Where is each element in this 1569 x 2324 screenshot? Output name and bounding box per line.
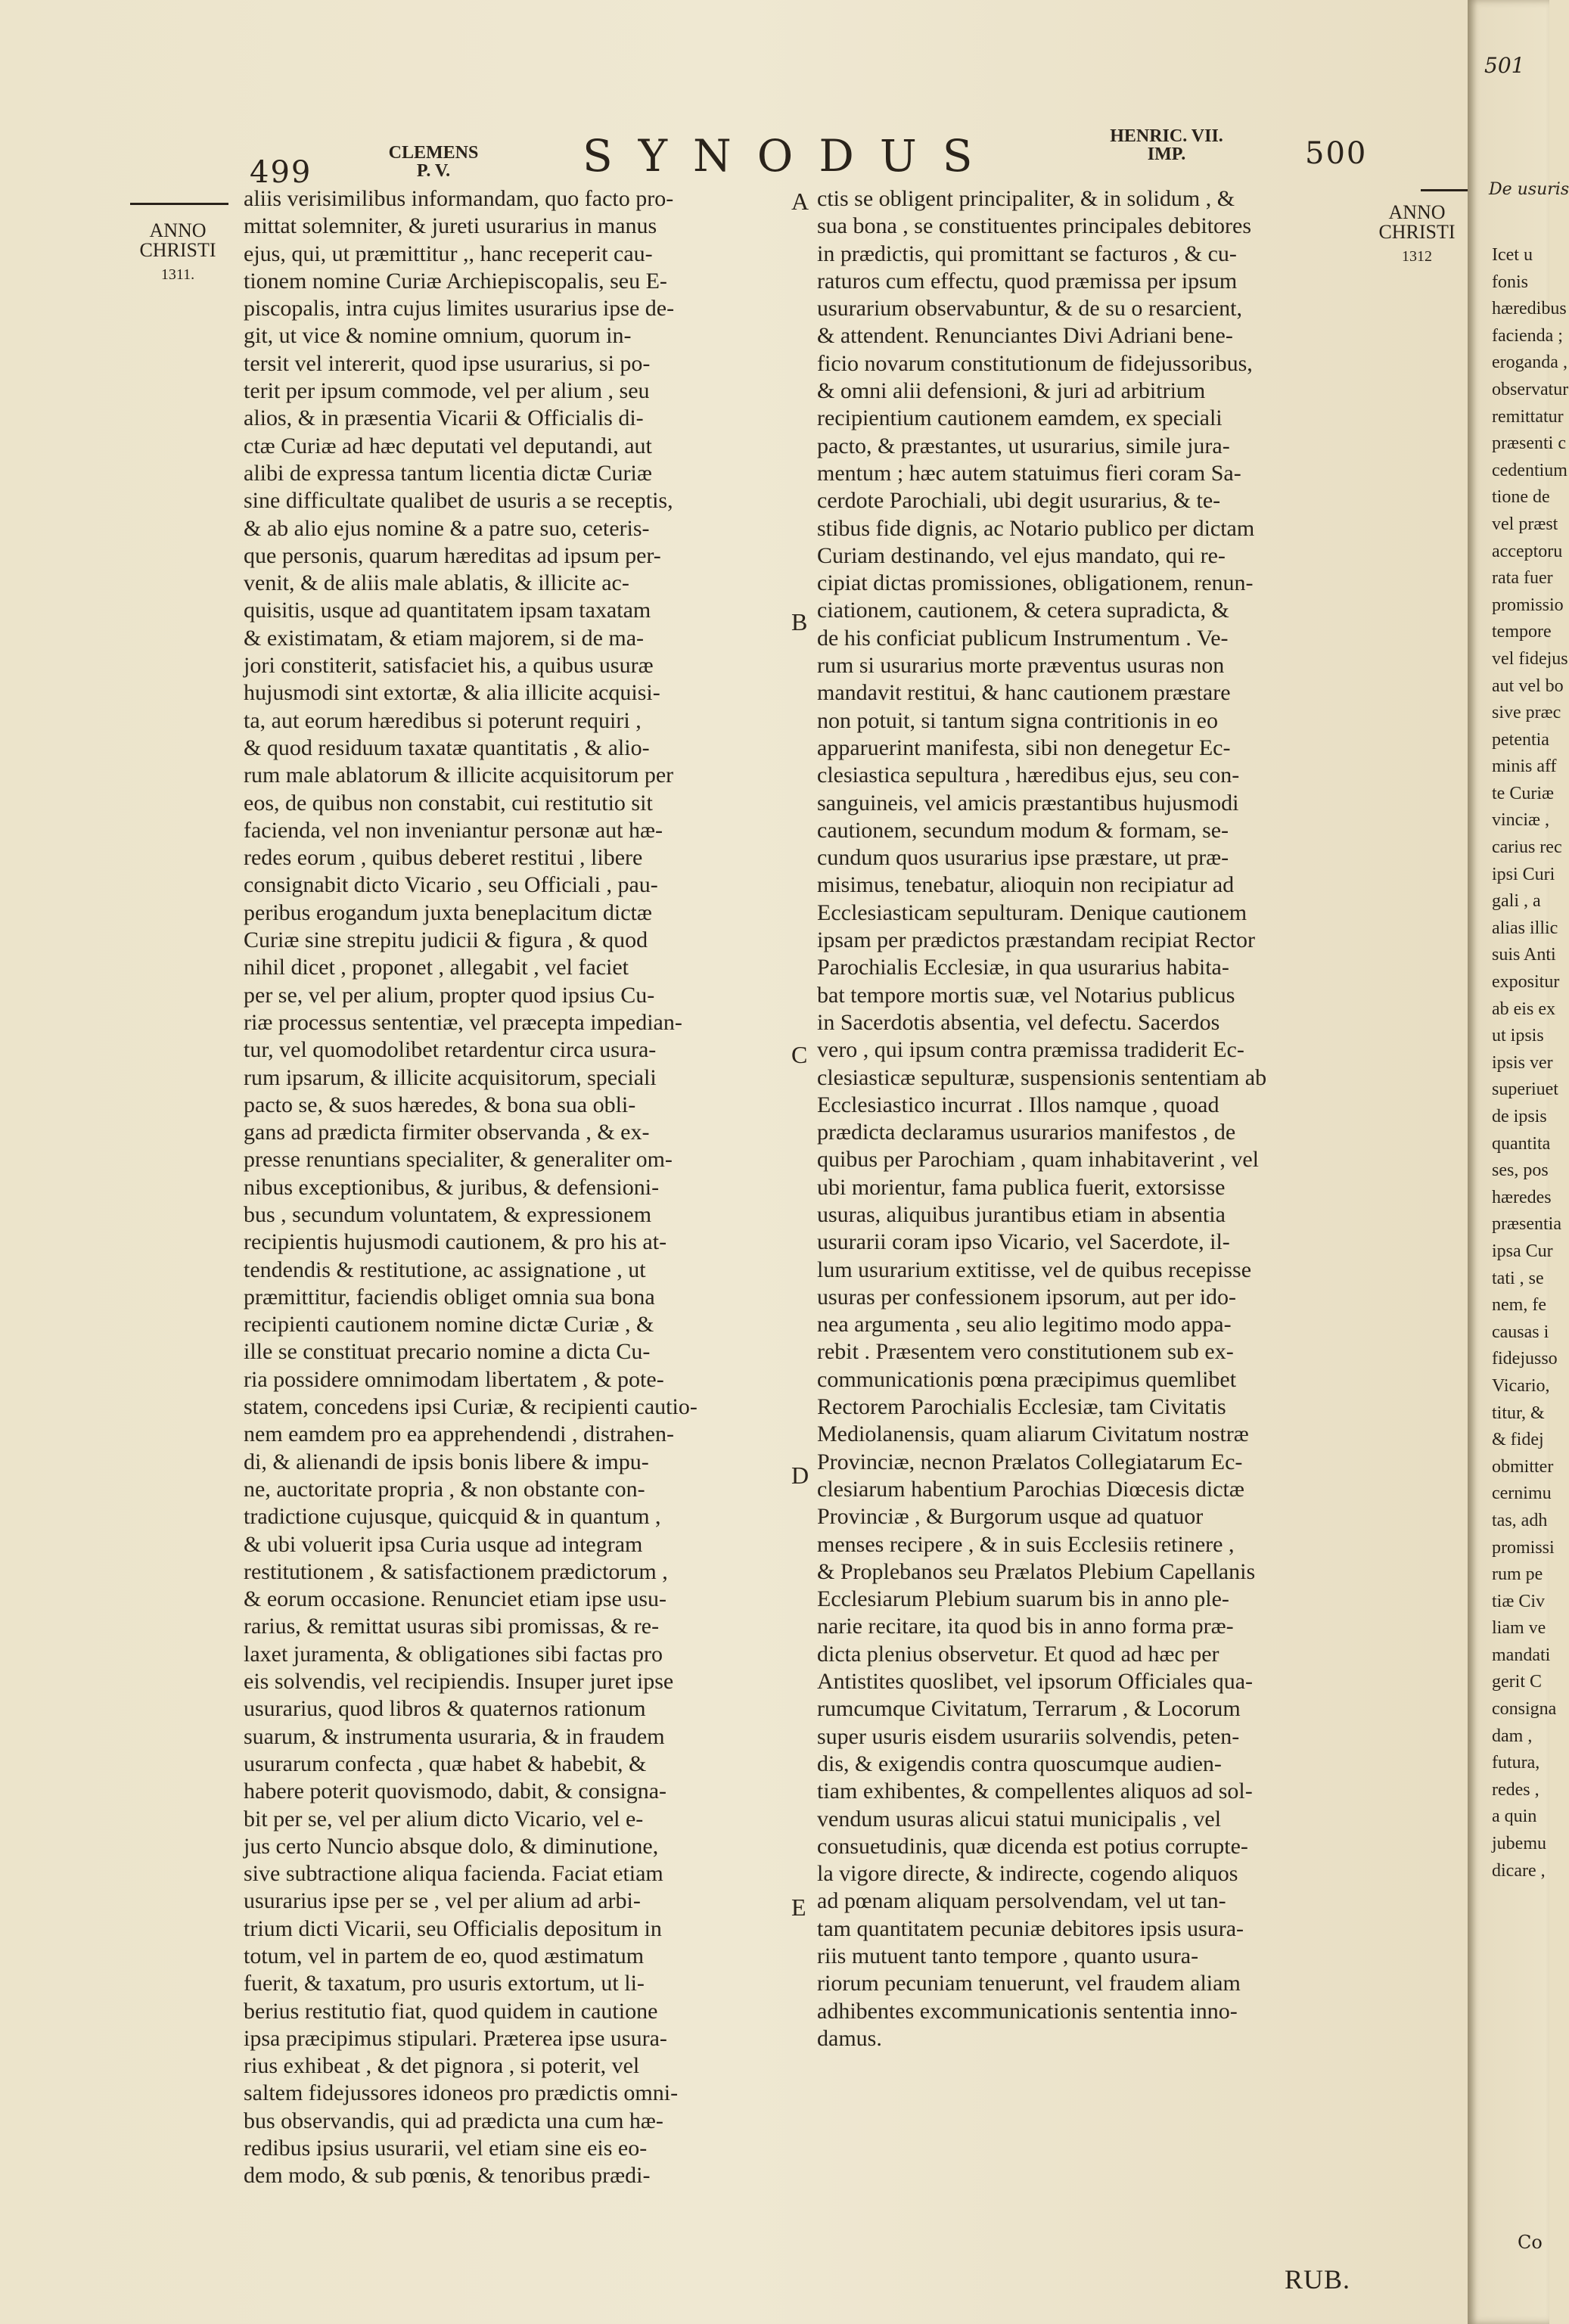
text-line: redibus ipsius usurarii, vel etiam sine eis eo-: [244, 2136, 648, 2161]
margin-note-year: 1311.: [160, 266, 195, 283]
text-line: menses recipere , & in suis Ecclesiis retinere ,: [817, 1531, 1235, 1557]
text-line: trium dicti Vicarii, seu Officialis depositum in: [244, 1915, 662, 1941]
text-line: consuetudinis, quæ dicenda est potius corrupte-: [817, 1833, 1248, 1859]
text-line: rarius, & remittat usuras sibi promissas, & re-: [244, 1614, 660, 1639]
next-page-line: præsenti c: [1492, 433, 1566, 454]
next-page-line: Icet u: [1492, 245, 1533, 265]
text-line: piscopalis, intra cujus limites usurarius ipse de-: [244, 296, 675, 322]
section-letter-a: A: [791, 188, 809, 215]
next-page-line: cedentium: [1492, 460, 1567, 480]
text-line: & Proplebanos seu Prælatos Plebium Capellanis: [817, 1558, 1256, 1584]
text-line: mandavit restitui, & hanc cautionem præstare: [817, 680, 1231, 706]
text-line: riis mutuent tanto tempore , quanto usura-: [817, 1943, 1199, 1968]
next-page-line: obmitter: [1492, 1456, 1554, 1477]
next-page-line: promissi: [1492, 1537, 1555, 1558]
text-line: consignabit dicto Vicario , seu Officiali , pau-: [244, 872, 658, 898]
text-line: raturos cum effectu, quod præmissa per ipsum: [817, 268, 1238, 294]
section-letter-c: C: [791, 1041, 808, 1068]
next-page-line: promissio: [1492, 595, 1564, 615]
text-line: nem eamdem pro ea apprehendendi , distrahen-: [244, 1421, 674, 1447]
next-page-line: fidejusso: [1492, 1349, 1558, 1369]
text-line: vero , qui ipsum contra præmissa tradiderit Ec-: [817, 1037, 1244, 1063]
text-line: Antistites quoslibet, vel ipsorum Officiales qua-: [817, 1669, 1254, 1695]
next-page-line: tiæ Civ: [1492, 1591, 1546, 1611]
next-page-line: superiuet: [1492, 1080, 1558, 1100]
margin-rule-left: [130, 203, 228, 205]
next-page-line: tati , se: [1492, 1268, 1544, 1288]
next-page-line: vel præst: [1492, 514, 1558, 534]
running-head-pope-line: P. V.: [416, 161, 451, 181]
next-page-line: rum pe: [1492, 1564, 1543, 1585]
next-page-line: expositur: [1492, 972, 1560, 993]
text-line: Mediolanensis, quam aliarum Civitatum nostræ: [817, 1421, 1249, 1447]
text-line: aliis verisimilibus informandam, quo facto pro-: [244, 186, 674, 211]
text-line: tionem nomine Curiæ Archiepiscopalis, seu E-: [244, 268, 667, 294]
text-column-left: [244, 185, 796, 2190]
text-line: nibus exceptionibus, & juribus, & defensioni-: [244, 1174, 660, 1200]
text-line: præmittitur, faciendis obliget omnia sua bona: [244, 1284, 655, 1310]
next-page-line: remittatur: [1492, 406, 1564, 427]
text-line: prædicta declaramus usurarios manifestos , de: [817, 1120, 1236, 1145]
text-line: super usuris eisdem usurariis solvendis, peten-: [817, 1723, 1240, 1749]
text-line: redes eorum , quibus deberet restitui , libere: [244, 845, 643, 871]
text-line: non potuit, si tantum signa contritionis in eo: [817, 707, 1218, 733]
text-line: usuras per confessionem ipsorum, aut per ido-: [817, 1284, 1237, 1310]
text-line: tendendis & restitutione, ac assignatione , ut: [244, 1257, 646, 1282]
text-line: statem, concedens ipsi Curiæ, & recipienti cautio-: [244, 1394, 698, 1420]
text-line: bat tempore mortis suæ, vel Notarius publicus: [817, 982, 1235, 1008]
next-page-line: gerit C: [1492, 1672, 1542, 1692]
text-line: clesiasticæ sepulturæ, suspensionis sententiam ab: [817, 1064, 1267, 1090]
text-line: rius exhibeat , & det pignora , si poterit, vel: [244, 2053, 640, 2079]
margin-note-anno: ANNO: [149, 219, 207, 241]
text-line: tiam exhibentes, & compellentes aliquos ad sol-: [817, 1779, 1253, 1804]
text-line: & ubi voluerit ipsa Curia usque ad integram: [244, 1531, 643, 1557]
text-line: & omni alii defensioni, & juri ad arbitrium: [817, 378, 1206, 404]
text-line: jus certo Nuncio absque dolo, & diminutione,: [244, 1833, 659, 1859]
next-page-line: præsentia: [1492, 1214, 1561, 1235]
text-column-right: [817, 185, 1358, 2052]
next-page-line: te Curiæ: [1492, 783, 1554, 803]
text-line: Ecclesiastico incurrat . Illos namque , quoad: [817, 1092, 1219, 1117]
text-line: rum ipsarum, & illicite acquisitorum, speciali: [244, 1064, 657, 1090]
text-line: ipsam per prædictos præstandam recipiat Rector: [817, 927, 1256, 953]
text-line: dicta plenius observetur. Et quod ad hæc per: [817, 1641, 1219, 1667]
text-line: ctæ Curiæ ad hæc deputati vel deputandi, aut: [244, 433, 652, 458]
next-page-heading: De usuris: [1489, 180, 1569, 199]
text-line: suarum, & instrumenta usuraria, & in fraudem: [244, 1723, 665, 1749]
text-line: in Sacerdotis absentia, vel defectu. Sacerdos: [817, 1009, 1220, 1035]
text-line: usuras, aliquibus jurantibus etiam in absentia: [817, 1201, 1226, 1227]
text-line: & attendent. Renunciantes Divi Adriani bene-: [817, 323, 1233, 349]
next-page-line: ab eis ex: [1492, 999, 1555, 1019]
next-page-line: aut vel bo: [1492, 676, 1564, 696]
page-number-right: 500: [1305, 136, 1368, 171]
next-page-line: ut ipsis: [1492, 1026, 1544, 1046]
text-line: tur, vel quomodolibet retardentur circa usura-: [244, 1037, 657, 1063]
text-line: bus observandis, qui ad prædicta una cum hæ-: [244, 2108, 663, 2133]
next-page-line: liam ve: [1492, 1618, 1546, 1639]
section-letter-e: E: [791, 1894, 806, 1921]
text-line: terit per ipsum commode, vel per alium , seu: [244, 378, 650, 404]
text-line: & ab alio ejus nomine & a patre suo, ceteris-: [244, 515, 650, 541]
text-line: totum, vel in partem de eo, quod æstimatum: [244, 1943, 645, 1968]
text-line: fuerit, & taxatum, pro usuris extortum, ut li-: [244, 1971, 645, 1996]
text-line: nea argumenta , seu alio legitimo modo appa-: [817, 1312, 1232, 1338]
section-letter-d: D: [791, 1462, 809, 1489]
catchword: RUB.: [1285, 2264, 1351, 2294]
next-page-line: gali , a: [1492, 891, 1541, 912]
next-page-line: alias illic: [1492, 918, 1558, 938]
text-line: eis solvendis, vel recipiendis. Insuper juret ipse: [244, 1669, 674, 1695]
text-line: ciationem, cautionem, & cetera supradicta, &: [817, 598, 1229, 623]
text-line: sua bona , se constituentes principales debitores: [817, 213, 1252, 239]
next-page-number: 501: [1484, 53, 1525, 78]
text-line: saltem fidejussores idoneos pro prædictis omni-: [244, 2080, 679, 2106]
next-page-line: futura,: [1492, 1753, 1540, 1773]
text-line: mittat solemniter, & jureti usurarius in manus: [244, 213, 657, 239]
text-line: cipiat dictas promissiones, obligationem, renun-: [817, 570, 1254, 596]
text-line: quisitis, usque ad quantitatem ipsam taxatam: [244, 598, 651, 623]
text-line: clesiarum habentium Parochias Diœcesis dictæ: [817, 1476, 1244, 1502]
text-line: cautionem, secundum modum & formam, se-: [817, 817, 1229, 843]
next-page-line: jubemu: [1492, 1834, 1546, 1854]
text-line: nihil dicet , proponet , allegabit , vel faciet: [244, 955, 629, 980]
text-line: bus , secundum voluntatem, & expressionem: [244, 1201, 652, 1227]
text-line: jori constiterit, satisfaciet his, a quibus usuræ: [244, 653, 654, 679]
text-line: quibus per Parochiam , quam inhabitaverint , vel: [817, 1147, 1260, 1173]
text-line: recipientium cautionem eamdem, ex speciali: [817, 405, 1223, 431]
next-page-line: eroganda ,: [1492, 353, 1567, 373]
running-head-emperor: [1083, 127, 1250, 163]
next-page-line: nem, fe: [1492, 1295, 1546, 1316]
page-number-left: 499: [250, 155, 312, 190]
text-line: facienda, vel non inveniantur personæ aut hæ-: [244, 817, 663, 843]
text-line: mentum ; hæc autem statuimus fieri coram Sa-: [817, 460, 1241, 486]
text-line: recipientis hujusmodi cautionem, & pro his at-: [244, 1229, 667, 1255]
text-line: git, ut vice & nomine omnium, quorum in-: [244, 323, 632, 349]
next-page-line: hæredibus: [1492, 299, 1567, 319]
text-line: habere poterit quovismodo, dabit, & consigna-: [244, 1779, 667, 1804]
text-line: adhibentes excommunicationis sententia inno-: [817, 1998, 1238, 2024]
margin-note-year: 1312: [1402, 248, 1432, 265]
text-line: rebit . Præsentem vero constitutionem sub ex-: [817, 1339, 1234, 1365]
text-line: vendum usuras alicui statui municipalis , vel: [817, 1806, 1222, 1832]
margin-note-year-left: [129, 221, 227, 284]
text-line: usurarii coram ipso Vicario, vel Sacerdote, il-: [817, 1229, 1230, 1255]
text-line: venit, & de aliis male ablatis, & illicite ac-: [244, 570, 629, 596]
next-page-line: consigna: [1492, 1699, 1557, 1720]
next-page-line: petentia: [1492, 729, 1549, 750]
text-line: ille se constituat precario nomine a dicta Cu-: [244, 1339, 651, 1365]
next-page-line: & fidej: [1492, 1430, 1544, 1450]
next-page-text: [1492, 242, 1568, 1884]
text-line: ctis se obligent principaliter, & in solidum , &: [817, 186, 1235, 211]
next-page-line: sive præc: [1492, 703, 1561, 723]
text-line: usurarium observabuntur, & de su o resarcient,: [817, 296, 1242, 322]
text-line: & existimatam, & etiam majorem, si de ma-: [244, 625, 645, 651]
next-page-line: acceptoru: [1492, 541, 1563, 561]
text-line: hujusmodi sint extortæ, & alia illicite acquisi-: [244, 680, 660, 706]
next-page-line: hæredes: [1492, 1187, 1552, 1207]
next-page-line: dicare ,: [1492, 1860, 1546, 1881]
text-line: narie recitare, ita quod bis in anno forma præ-: [817, 1614, 1234, 1639]
running-head-pope-line: CLEMENS: [388, 143, 479, 163]
next-page-line: ipsis ver: [1492, 1052, 1553, 1073]
text-line: riæ processus sententiæ, vel præcepta impedian-: [244, 1009, 682, 1035]
text-line: Ecclesiarum Plebium suarum bis in anno ple-: [817, 1586, 1229, 1612]
next-page-line: minis aff: [1492, 757, 1557, 777]
text-line: ipsa præcipimus stipulari. Præterea ipse usura-: [244, 2025, 667, 2051]
running-head-emperor-line: IMP.: [1147, 144, 1186, 164]
text-line: alios, & in præsentia Vicarii & Officialis di-: [244, 405, 644, 431]
text-line: bit per se, vel per alium dicto Vicario, vel e-: [244, 1806, 644, 1832]
text-line: Provinciæ , & Burgorum usque ad quatuor: [817, 1504, 1204, 1530]
next-page-line: causas i: [1492, 1322, 1549, 1342]
text-line: Curiam destinando, vel ejus mandato, qui re-: [817, 542, 1226, 568]
text-line: damus.: [817, 2025, 882, 2051]
next-page-line: redes ,: [1492, 1779, 1539, 1800]
next-page-line: tempore: [1492, 622, 1552, 642]
text-line: Parochialis Ecclesiæ, in qua usurarius habita-: [817, 955, 1229, 980]
next-page-line: ses, pos: [1492, 1160, 1549, 1181]
text-line: rum male ablatorum & illicite acquisitorum per: [244, 763, 674, 788]
next-page-line: mandati: [1492, 1645, 1551, 1665]
text-line: & quod residuum taxatæ quantitatis , & alio-: [244, 735, 650, 760]
next-page-edge: [1468, 0, 1569, 2324]
next-page-line: dam ,: [1492, 1726, 1533, 1746]
text-line: ubi morientur, fama publica fuerit, extorsisse: [817, 1174, 1226, 1200]
next-page-line: suis Anti: [1492, 945, 1556, 965]
next-page-line: observatur: [1492, 379, 1569, 399]
text-line: que personis, quarum hæreditas ad ipsum per-: [244, 542, 661, 568]
margin-rule-right: [1421, 189, 1468, 191]
text-line: pacto se, & suos hæredes, & bona sua obli-: [244, 1092, 636, 1117]
text-line: de his conficiat publicum Instrumentum . Ve-: [817, 625, 1229, 651]
text-line: Rectorem Parochialis Ecclesiæ, tam Civitatis: [817, 1394, 1226, 1420]
text-line: pacto, & præstantes, ut usurarius, simile jura-: [817, 433, 1230, 458]
text-line: eos, de quibus non constabit, cui restitutio sit: [244, 790, 653, 816]
text-line: dem modo, & sub pœnis, & tenoribus prædi-: [244, 2163, 651, 2189]
text-line: riorum pecuniam tenuerunt, vel fraudem aliam: [817, 1971, 1241, 1996]
text-line: communicationis pœna præcipimus quemlibet: [817, 1366, 1237, 1392]
text-line: tersit vel intererit, quod ipse usurarius, si po-: [244, 350, 651, 376]
next-page-line: vel fidejus: [1492, 648, 1568, 669]
next-page-line: quantita: [1492, 1133, 1551, 1154]
text-line: ejus, qui, ut præmittitur ,, hanc receperit cau-: [244, 241, 653, 266]
text-line: la vigore directe, & indirecte, cogendo aliquos: [817, 1861, 1238, 1887]
text-line: rum si usurarius morte præventus usuras non: [817, 653, 1225, 679]
text-line: misimus, tenebatur, alioquin non recipiatur ad: [817, 872, 1235, 898]
margin-note-christi: CHRISTI: [1378, 221, 1456, 243]
next-page-line: facienda ;: [1492, 325, 1563, 346]
running-head-title: SYNODUS: [583, 130, 999, 182]
text-line: stibus fide dignis, ac Notario publico per dictam: [817, 515, 1255, 541]
text-line: ne, auctoritate propria , & non obstante con-: [244, 1476, 645, 1502]
text-line: clesiastica sepultura , hæredibus ejus, seu con-: [817, 763, 1240, 788]
next-page-line: de ipsis: [1492, 1107, 1547, 1126]
text-line: cundum quos usurarius ipse præstare, ut præ-: [817, 845, 1229, 871]
next-page-line: tione de: [1492, 487, 1550, 508]
text-line: ria possidere omnimodam libertatem , & pote-: [244, 1366, 664, 1392]
text-line: alibi de expressa tantum licentia dictæ Curiæ: [244, 460, 652, 486]
running-head-pope: [377, 144, 490, 180]
text-line: di, & alienandi de ipsis bonis libere & impu-: [244, 1449, 649, 1474]
section-letter-b: B: [791, 608, 808, 635]
next-page-bottom-fragment: Co: [1518, 2232, 1543, 2253]
next-page-line: a quin: [1492, 1807, 1537, 1827]
text-line: usurarius ipse per se , vel per alium ad arbi-: [244, 1888, 641, 1914]
text-line: usurarum confecta , quæ habet & habebit, &: [244, 1751, 647, 1776]
next-page-line: ipsi Curi: [1492, 864, 1555, 884]
text-line: ad pœnam aliquam persolvendam, vel ut tan-: [817, 1888, 1226, 1914]
text-line: sive subtractione aliqua facienda. Faciat etiam: [244, 1861, 663, 1887]
text-line: laxet juramenta, & obligationes sibi factas pro: [244, 1641, 663, 1667]
next-page-line: cernimu: [1492, 1484, 1552, 1504]
text-line: peribus erogandum juxta beneplacitum dictæ: [244, 899, 652, 925]
text-line: sanguineis, vel amicis præstantibus hujusmodi: [817, 790, 1239, 816]
next-page-line: Vicario,: [1492, 1375, 1550, 1396]
text-line: cerdote Parochiali, ubi degit usurarius, & te-: [817, 488, 1221, 514]
running-head-emperor-line: HENRIC. VII.: [1110, 126, 1223, 146]
margin-note-anno: ANNO: [1388, 201, 1446, 223]
text-line: in prædictis, qui promittant se facturos , & cu-: [817, 241, 1237, 266]
text-line: per se, vel per alium, propter quod ipsius Cu-: [244, 982, 655, 1008]
text-line: gans ad prædicta firmiter observanda , & ex-: [244, 1120, 650, 1145]
next-page-line: ipsa Cur: [1492, 1241, 1553, 1261]
next-page-line: vinciæ ,: [1492, 810, 1549, 831]
text-line: dis, & exigendis contra quoscumque audien-: [817, 1751, 1222, 1776]
next-page-line: rata fuer: [1492, 568, 1553, 589]
text-line: tam quantitatem pecuniæ debitores ipsis usura-: [817, 1915, 1244, 1941]
next-page-line: titur, &: [1492, 1403, 1545, 1423]
text-line: berius restitutio fiat, quod quidem in cautione: [244, 1998, 658, 2024]
text-line: lum usurarium extitisse, vel de quibus recepisse: [817, 1257, 1252, 1282]
text-line: rumcumque Civitatum, Terrarum , & Locorum: [817, 1696, 1241, 1722]
text-line: Provinciæ, necnon Prælatos Collegiatarum Ec-: [817, 1449, 1243, 1474]
text-line: sine difficultate qualibet de usuris a se receptis,: [244, 488, 673, 514]
text-line: Curiæ sine strepitu judicii & figura , & quod: [244, 927, 648, 953]
next-page-line: fonis: [1492, 272, 1528, 292]
text-line: recipienti cautionem nomine dictæ Curiæ , &: [244, 1312, 654, 1338]
margin-note-christi: CHRISTI: [139, 239, 216, 261]
margin-note-year-right: [1368, 203, 1466, 266]
text-line: & eorum occasione. Renunciet etiam ipse usu-: [244, 1586, 666, 1612]
text-line: Ecclesiasticam sepulturam. Denique cautionem: [817, 899, 1247, 925]
next-page-line: tas, adh: [1492, 1510, 1548, 1530]
text-line: usurarius, quod libros & quaternos rationum: [244, 1696, 646, 1722]
text-line: restitutionem , & satisfactionem prædictorum ,: [244, 1558, 668, 1584]
text-line: ta, aut eorum hæredibus si poterunt requiri ,: [244, 707, 642, 733]
text-line: presse renuntians specialiter, & generaliter om-: [244, 1147, 673, 1173]
text-line: tradictione cujusque, quicquid & in quantum ,: [244, 1504, 661, 1530]
text-line: apparuerint manifesta, sibi non denegetur Ec-: [817, 735, 1231, 760]
next-page-line: carius rec: [1492, 837, 1562, 858]
text-line: ficio novarum constitutionum de fidejussoribus,: [817, 350, 1253, 376]
